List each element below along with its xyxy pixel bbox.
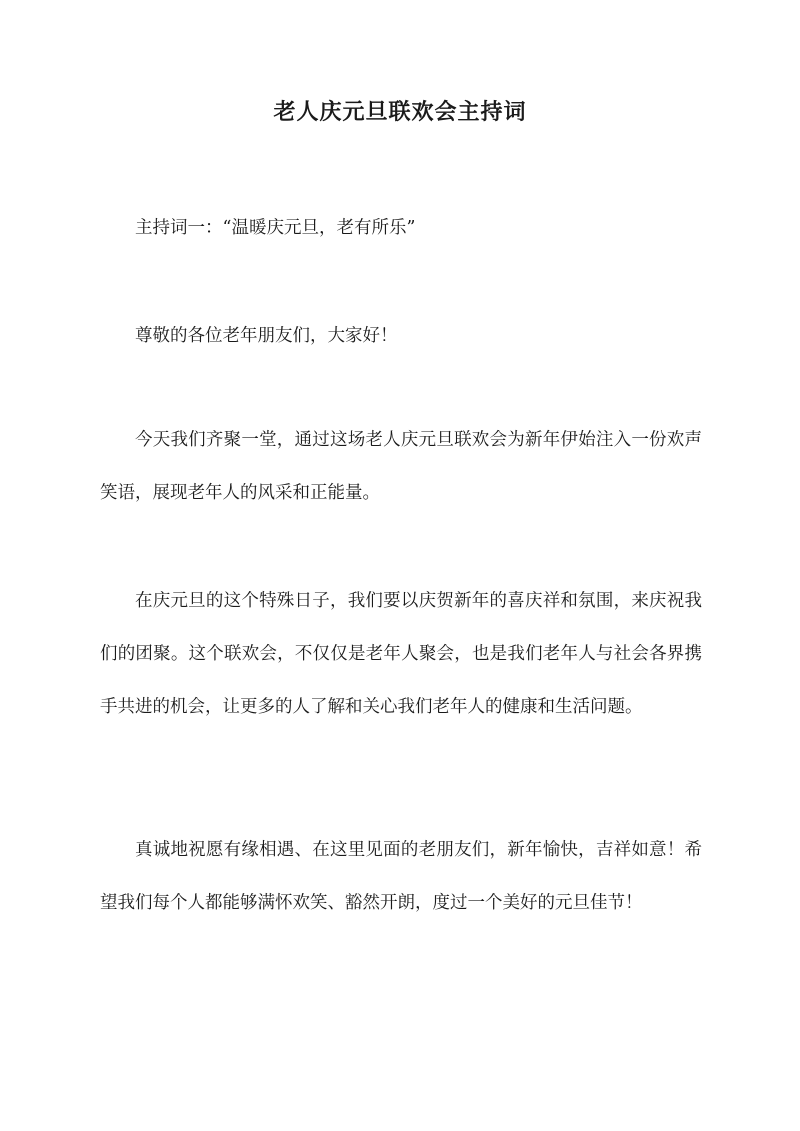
paragraph: 真诚地祝愿有缘相遇、在这里见面的老朋友们，新年愉快，吉祥如意！希望我们每个人都能够满怀欢笑、豁然开朗，度过一个美好的元旦佳节！: [100, 840, 702, 913]
document-title: 老人庆元旦联欢会主持词: [273, 99, 527, 125]
host-line: 主持词一：“温暖庆元旦，老有所乐”: [135, 218, 416, 238]
greeting: 尊敬的各位老年朋友们，大家好！: [135, 326, 398, 346]
paragraph: 在庆元旦的这个特殊日子，我们要以庆贺新年的喜庆祥和氛围，来庆祝我们的团聚。这个联欢会，不仅仅是老年人聚会，也是我们老年人与社会各界携手共进的机会，让更多的人了解和关心我们老年人的健康和生活问题。: [100, 591, 702, 717]
paragraph: 今天我们齐聚一堂，通过这场老人庆元旦联欢会为新年伊始注入一份欢声笑语，展现老年人的风采和正能量。: [100, 430, 702, 503]
